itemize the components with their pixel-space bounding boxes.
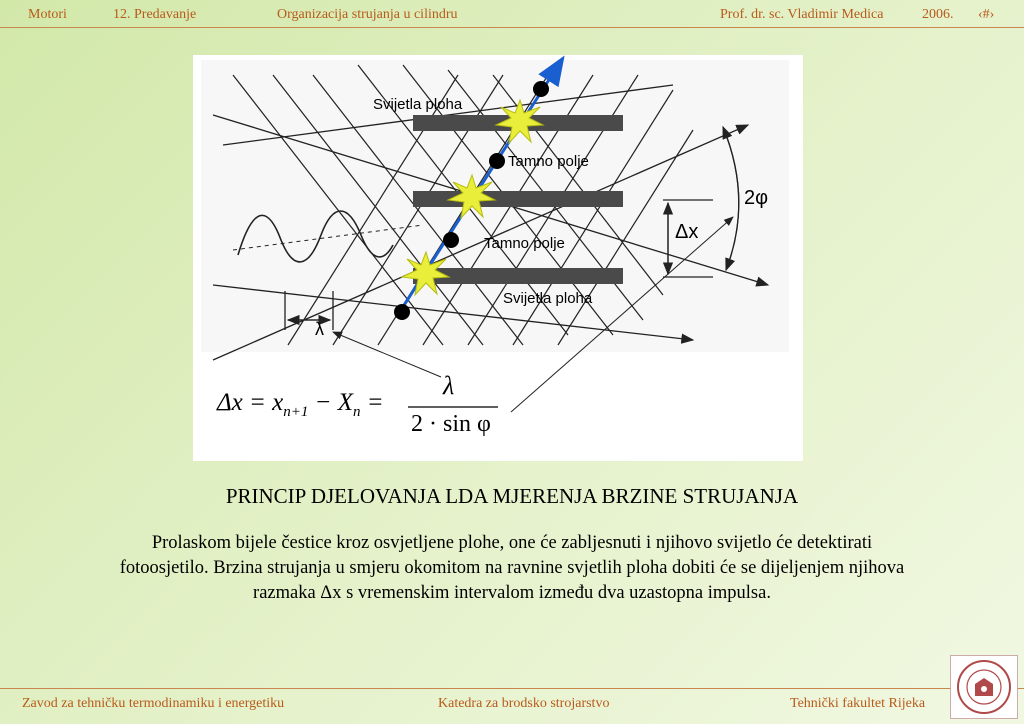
slide-paragraph: Prolaskom bijele čestice kroz osvjetljene plohe, one će zabljesnuti i njihovo svijetlo će detektirati fotoosjetilo. Brzina strujanja u smjeru okomitom na ravnine svjetlih ploha dobiti će se dijeljenjem njihova razmaka Δx s vremenskim intervalom između dva uzastopna impulsa. xyxy=(119,533,905,603)
footer-right: Tehnički fakultet Rijeka xyxy=(790,696,926,711)
university-seal-icon xyxy=(950,655,1018,719)
formula-sub-n1: n+1 xyxy=(283,404,309,420)
header-rule xyxy=(0,27,1024,28)
footer-rule xyxy=(0,688,1024,689)
header-topic: Organizacija strujanja u cilindru xyxy=(277,7,458,22)
header-course: Motori xyxy=(28,7,67,22)
label-delta-x: Δx xyxy=(675,221,699,243)
header-author: Prof. dr. sc. Vladimir Medica xyxy=(720,7,884,22)
slide-heading: PRINCIP DJELOVANJA LDA MJERENJA BRZINE STRUJANJA xyxy=(225,484,799,508)
label-dark-field-bottom: Tamno polje xyxy=(484,235,565,252)
formula-lhs: Δx = x xyxy=(217,389,284,416)
label-bright-plane-top: Svijetla ploha xyxy=(373,96,463,113)
header-lecture: 12. Predavanje xyxy=(113,7,197,22)
formula-numerator: λ xyxy=(443,371,455,400)
formula xyxy=(217,389,384,421)
label-dark-field-top: Tamno polje xyxy=(508,153,589,170)
footer-left: Zavod za tehničku termodinamiku i energetiku xyxy=(22,696,285,711)
formula-minus: − X xyxy=(308,389,354,416)
formula-denominator: 2 · sin φ xyxy=(411,411,491,437)
lda-diagram xyxy=(193,55,803,461)
label-lambda: λ xyxy=(315,319,324,339)
header-year: 2006. xyxy=(922,7,954,22)
slide-footer xyxy=(0,690,1024,720)
label-two-phi: 2φ xyxy=(744,187,769,209)
formula-sub-n: n xyxy=(353,404,361,420)
label-bright-plane-bottom: Svijetla ploha xyxy=(503,290,593,307)
header-page-marker: ‹#› xyxy=(978,7,995,22)
footer-center: Katedra za brodsko strojarstvo xyxy=(438,696,610,711)
slide-header xyxy=(0,0,1024,30)
formula-equals: = xyxy=(360,389,384,416)
